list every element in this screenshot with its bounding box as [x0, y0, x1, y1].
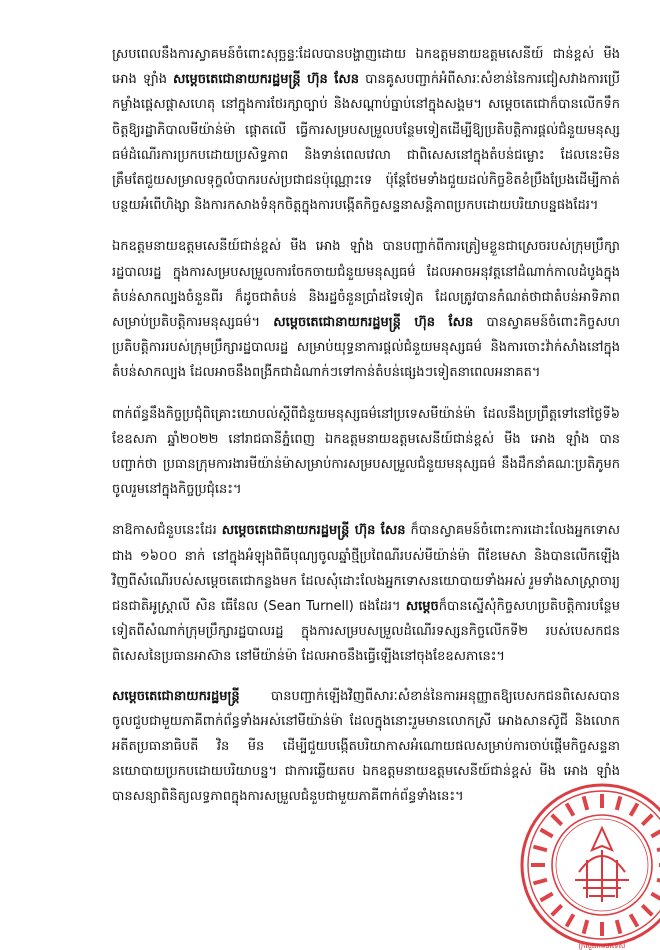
p1-seg-2: បានគូសបញ្ជាក់អំពីសារៈសំខាន់នៃការជៀសវាងការប្រើកម្លាំងផ្ដេសផ្ដាសហេតុ នៅក្នុងការថែរក្សាច្បាប់ និងសណ្ដាប់ធ្នាប់នៅក្នុងសង្គម។ សម្ដេចតេជោក៏បានលើកទឹកចិត្តឱ្យរដ្ឋាភិបាលមីយ៉ាន់ម៉ា ផ្ដោតលើ ធ្វើការសម្របសម្រួលបន្ថែមទៀតដើម្បីឱ្យប្រតិបត្តិការផ្ដល់ជំនួយមនុស្សធម៌ដំណើរការប្រកបដោយប្រសិទ្ធភាព និងទាន់ពេលវេលា ជាពិសេសនៅក្នុងតំបន់ជម្លោះ ដែលនេះមិនត្រឹមតែជួយសម្រាលទុក្ខលំបាករបស់ប្រជាជនប៉ុណ្ណោះទេ ប៉ុន្តែថែមទាំងជួយដល់កិច្ចខិតខំប្រឹងប្រែងដើម្បីកាត់បន្ថយអំពើហិង្សា និងការកសាងទំនុកចិត្តក្នុងការបង្កើតកិច្ចសន្ទនាសន្តិភាពប្រកបដោយបរិយាបន្នផងដែរ។: [112, 72, 620, 214]
paragraph-4: [112, 518, 620, 669]
paragraph-3: [112, 402, 620, 503]
seal-caption: ក្រសួងការបរទេស: [578, 942, 626, 950]
p2-seg-0: ឯកឧត្តមនាយឧត្តមសេនីយ៍ជាន់ខ្ពស់ មីង អោង ឡាំង បានបញ្ជាក់ពីការត្រៀមខ្លួនជាស្រេចរបស់ក្រុមប្រឹក្សារដ្ឋបាលរដ្ឋ ក្នុងការសម្របសម្រួលការចែកចាយជំនួយមនុស្សធម៌ ដែលអាចអនុវត្តនៅដំណាក់កាលដំបូងក្នុងតំបន់សាកល្បងចំនួនពីរ ក៏ដូចជាតំបន់ និងរដ្ឋចំនួនប្រាំដទៃទៀត ដែលត្រូវបានកំណត់ថាជាតំបន់អាទិភាពសម្រាប់ប្រតិបត្តិការមនុស្សធម៌។: [112, 239, 620, 331]
p4-seg-1-bold-name: សម្ដេចតេជោនាយករដ្ឋមន្ត្រី ហ៊ុន សែន: [221, 523, 406, 539]
p3-seg-0: ពាក់ព័ន្ធនឹងកិច្ចប្រជុំពិគ្រោះយោបល់ស្ដីពីជំនួយមនុស្សធម៌នៅប្រទេសមីយ៉ាន់ម៉ា ដែលនឹងប្រព្រឹត្តទៅនៅថ្ងៃទី៦ ខែឧសភា ឆ្នាំ២០២២ នៅរាជធានីភ្នំពេញ ឯកឧត្តមនាយឧត្តមសេនីយ៍ជាន់ខ្ពស់ មីង អោង ឡាំង បានបញ្ជាក់ថា ប្រធានក្រុមការងារមីយ៉ាន់ម៉ាសម្រាប់ការសម្របសម្រួលជំនួយមនុស្សធម៌ នឹងដឹកនាំគណៈប្រតិភូមកចូលរួមនៅក្នុងកិច្ចប្រជុំនេះ។: [112, 406, 620, 498]
p1-seg-0: ស្របពេលនឹងការស្វាគមន៍ចំពោះសុច្ឆន្ទៈដែលបានបង្ហាញដោយ ឯកឧត្តមនាយឧត្តមសេនីយ៍ ជាន់ខ្ពស់ មីង អោង ឡាំង: [112, 47, 620, 88]
p1-seg-1-bold-name: សម្ដេចតេជោនាយករដ្ឋមន្ត្រី ហ៊ុន សែន: [173, 72, 360, 88]
p4-seg-3-bold-name: សម្ដេច: [405, 599, 439, 615]
paragraph-1: [112, 42, 620, 218]
p5-seg-0-bold-name: សម្ដេចតេជោនាយករដ្ឋមន្ត្រី: [112, 688, 240, 704]
document-body: [112, 42, 620, 825]
seal-emblem-icon: [575, 828, 629, 902]
p2-seg-2: បានស្វាគមន៍ចំពោះកិច្ចសហប្រតិបត្តិការរបស់ក្រុមប្រឹក្សារដ្ឋបាលរដ្ឋ សម្រាប់យុទ្ធនាការផ្ដល់ជំនួយមនុស្សធម៌ និងការចោះវ៉ាក់សាំងនៅក្នុងតំបន់សាកល្បង ដែលអាចនឹងពង្រីកជាដំណាក់ៗទៅកាន់តំបន់ផ្សេងៗទៀតនាពេលអនាគត។: [112, 315, 620, 381]
p2-seg-1-bold-name: សម្ដេចតេជោនាយករដ្ឋមន្ត្រី ហ៊ុន សែន: [273, 315, 474, 331]
paragraph-2: [112, 234, 620, 385]
paragraph-5: [112, 684, 620, 810]
p4-seg-2: ក៏បានស្វាគមន៍ចំពោះការដោះលែងអ្នកទោសជាង ១៦០០ នាក់ នៅក្នុងអំឡុងពិធីបុណ្យចូលឆ្នាំថ្មីប្រពៃណីរបស់មីយ៉ាន់ម៉ា ពីខែមេសា និងបានលើកឡើងវិញពីសំណើរបស់សម្ដេចតេជោកន្លងមក ដែលសុំដោះលែងអ្នកទោសនយោបាយទាំងអស់ រួមទាំងសាស្ត្រាចារ្យជនជាតិអូស្ត្រាលី សិន ធើនែល (Sean Turnell) ផងដែរ។: [112, 523, 621, 615]
p5-seg-1: បានបញ្ជាក់ឡើងវិញពីសារៈសំខាន់នៃការអនុញ្ញាតឱ្យបេសកជនពិសេសបានចូលជួបជាមួយភាគីពាក់ព័ន្ធទាំងអស់នៅមីយ៉ាន់ម៉ា ដែលក្នុងនោះរួមមានលោកស្រី អោងសានស៊ូជី និងលោកអតីតប្រធានាធិបតី វិន មីន ដើម្បីជួយបង្កើតបរិយាកាសអំណោយផលសម្រាប់ការចាប់ផ្ដើមកិច្ចសន្ទនានយោបាយប្រកបដោយបរិយាបន្ន។ ជាការឆ្លើយតប ឯកឧត្តមនាយឧត្តមសេនីយ៍ជាន់ខ្ពស់ មីង អោង ឡាំង បានសន្យាពិនិត្យលទ្ធភាពក្នុងការសម្រួលជំនួបជាមួយភាគីពាក់ព័ន្ធទាំងនេះ។: [112, 688, 620, 805]
p4-seg-0: នាឱកាសជំនួបនេះដែរ: [112, 523, 222, 539]
p4-seg-4: ក៏បានស្នើសុំកិច្ចសហប្រតិបត្តិការបន្ថែមទៀតពីសំណាក់ក្រុមប្រឹក្សារដ្ឋបាលរដ្ឋ ក្នុងការសម្របសម្រួលដំណើរទស្សនកិច្ចលើកទី២ របស់បេសកជនពិសេសនៃប្រធានអាស៊ាន នៅមីយ៉ាន់ម៉ា ដែលអាចនឹងធ្វើឡើងនៅចុងខែឧសភានេះ។: [112, 599, 620, 665]
